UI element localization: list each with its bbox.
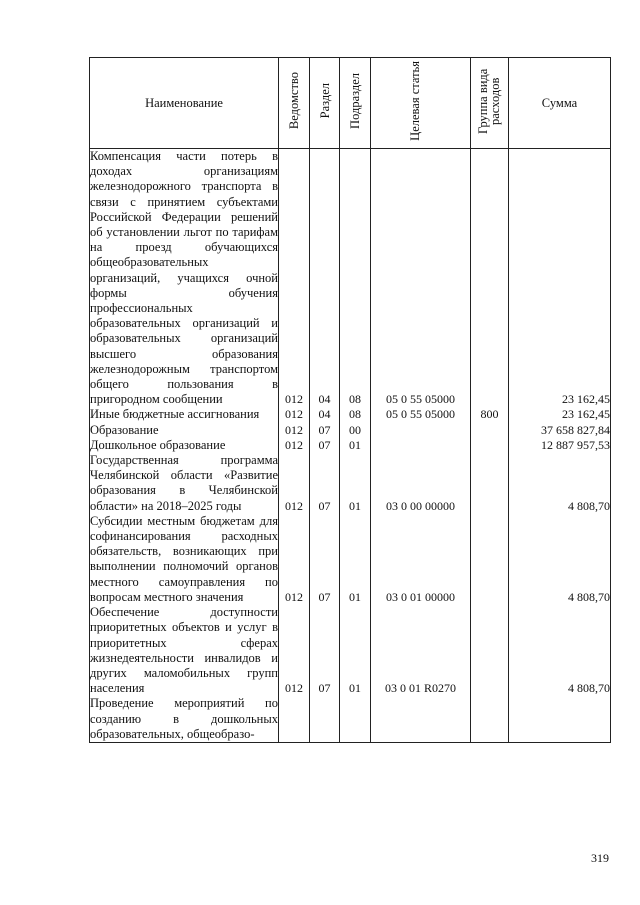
- row-dept: 012: [279, 514, 310, 605]
- row-section: 04: [310, 149, 340, 408]
- row-subsection: 01: [340, 605, 371, 696]
- row-name: Иные бюджетные ассигнования: [90, 407, 279, 422]
- row-subsection: 08: [340, 149, 371, 408]
- row-name: Дошкольное образование: [90, 438, 279, 453]
- row-group: [471, 438, 509, 453]
- header-sum: Сумма: [509, 58, 611, 149]
- table-header-row: [90, 58, 611, 149]
- row-subsection: 01: [340, 438, 371, 453]
- table-row: [90, 696, 611, 742]
- row-subsection: 00: [340, 423, 371, 438]
- row-dept: 012: [279, 605, 310, 696]
- row-target: 03 0 01 R0270: [371, 605, 471, 696]
- row-group: [471, 514, 509, 605]
- row-group: 800: [471, 407, 509, 422]
- row-sum: 4 808,70: [509, 514, 611, 605]
- row-section: 07: [310, 605, 340, 696]
- row-name: Государственная программа Челябинской области «Развитие образования в Челябинской области» на 2018–2025 годы: [90, 453, 278, 513]
- row-sum: 37 658 827,84: [509, 423, 611, 438]
- header-dept: Ведомство: [279, 58, 310, 149]
- row-dept: 012: [279, 407, 310, 422]
- row-name: Проведение мероприятий по созданию в дошкольных образовательных, общеобразо-: [90, 696, 278, 741]
- page-number: 319: [591, 851, 609, 865]
- row-subsection: 01: [340, 453, 371, 514]
- row-name: Субсидии местным бюджетам для софинансирования расходных обязательств, возникающих при выполнении полномочий органов местного самоуправления по вопросам местного значения: [90, 513, 278, 604]
- table-row: [90, 453, 611, 514]
- header-section: Раздел: [310, 58, 340, 149]
- row-group: [471, 423, 509, 438]
- row-subsection: [340, 696, 371, 742]
- row-target: [371, 438, 471, 453]
- row-name: Образование: [90, 423, 279, 438]
- header-target: Целевая статья: [371, 58, 471, 149]
- row-target: 03 0 01 00000: [371, 514, 471, 605]
- header-name: Наименование: [90, 58, 279, 149]
- row-section: 07: [310, 438, 340, 453]
- row-dept: 012: [279, 149, 310, 408]
- row-dept: [279, 696, 310, 742]
- row-group: [471, 149, 509, 408]
- row-sum: 4 808,70: [509, 453, 611, 514]
- row-target: [371, 696, 471, 742]
- header-expense-group: Группа вида расходов: [471, 58, 509, 149]
- row-target: 05 0 55 05000: [371, 407, 471, 422]
- row-sum: 23 162,45: [509, 149, 611, 408]
- table-row: [90, 423, 611, 438]
- row-section: 04: [310, 407, 340, 422]
- row-dept: 012: [279, 423, 310, 438]
- budget-table: [89, 57, 611, 743]
- row-target: [371, 423, 471, 438]
- row-target: 03 0 00 00000: [371, 453, 471, 514]
- row-name: Компенсация части потерь в доходах организациям железнодорожного транспорта в связи с принятием субъектами Российской Федерации решений об установлении льгот по тарифам на проезд обучающихся общеобразовательных организаций, учащихся очной формы обучения профессиональных образовательных организаций и образовательных организаций высшего образования железнодорожным транспортом общего пользования в пригородном сообщении: [90, 149, 278, 407]
- table-row: [90, 438, 611, 453]
- row-group: [471, 696, 509, 742]
- row-target: 05 0 55 05000: [371, 149, 471, 408]
- row-dept: 012: [279, 438, 310, 453]
- row-group: [471, 605, 509, 696]
- table-row: [90, 149, 611, 408]
- row-subsection: 08: [340, 407, 371, 422]
- row-section: 07: [310, 453, 340, 514]
- table-row: [90, 605, 611, 696]
- table-row: [90, 514, 611, 605]
- row-sum: 4 808,70: [509, 605, 611, 696]
- row-section: 07: [310, 514, 340, 605]
- row-dept: 012: [279, 453, 310, 514]
- row-section: [310, 696, 340, 742]
- row-name: Обеспечение доступности приоритетных объектов и услуг в приоритетных сферах жизнедеятельности инвалидов и других маломобильных групп населения: [90, 605, 278, 696]
- row-subsection: 01: [340, 514, 371, 605]
- table-row: [90, 407, 611, 422]
- row-sum: [509, 696, 611, 742]
- row-section: 07: [310, 423, 340, 438]
- row-sum: 23 162,45: [509, 407, 611, 422]
- row-group: [471, 453, 509, 514]
- header-subsection: Подраздел: [340, 58, 371, 149]
- row-sum: 12 887 957,53: [509, 438, 611, 453]
